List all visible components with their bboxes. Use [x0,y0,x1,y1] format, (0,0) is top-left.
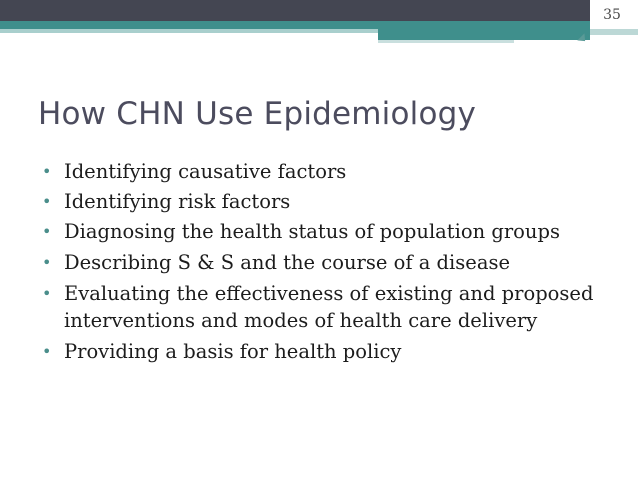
bullet-item [42,280,612,334]
bullet-item [42,338,612,365]
header-accent-edge [590,29,638,35]
bullet-item [42,158,612,185]
bullet-dot-icon: • [42,284,52,303]
slide-number: 35 [603,7,621,23]
bullet-item [42,188,612,215]
bullet-dot-icon: • [42,162,52,181]
bullet-dot-icon: • [42,222,52,241]
header-accent-strip [378,40,514,43]
bullet-dot-icon: • [42,192,52,211]
bullet-item [42,249,612,276]
bullet-text: Providing a basis for health policy [64,340,402,363]
header-band-light [0,29,378,33]
bullet-list [42,158,612,369]
header-accent-block [378,29,590,40]
bullet-item [42,218,612,245]
bullet-text: Identifying risk factors [64,190,291,213]
bullet-dot-icon: • [42,342,52,361]
bullet-text: Identifying causative factors [64,160,347,183]
bullet-text: Describing S & S and the course of a disease [64,251,510,274]
header-band-teal [0,21,638,29]
bullet-dot-icon: • [42,253,52,272]
bullet-text: Evaluating the effectiveness of existing and proposed interventions and modes of health care delivery [64,282,594,332]
slide-title: How CHN Use Epidemiology [38,96,477,132]
bullet-text: Diagnosing the health status of population groups [64,220,560,243]
header-band-dark [0,0,638,21]
